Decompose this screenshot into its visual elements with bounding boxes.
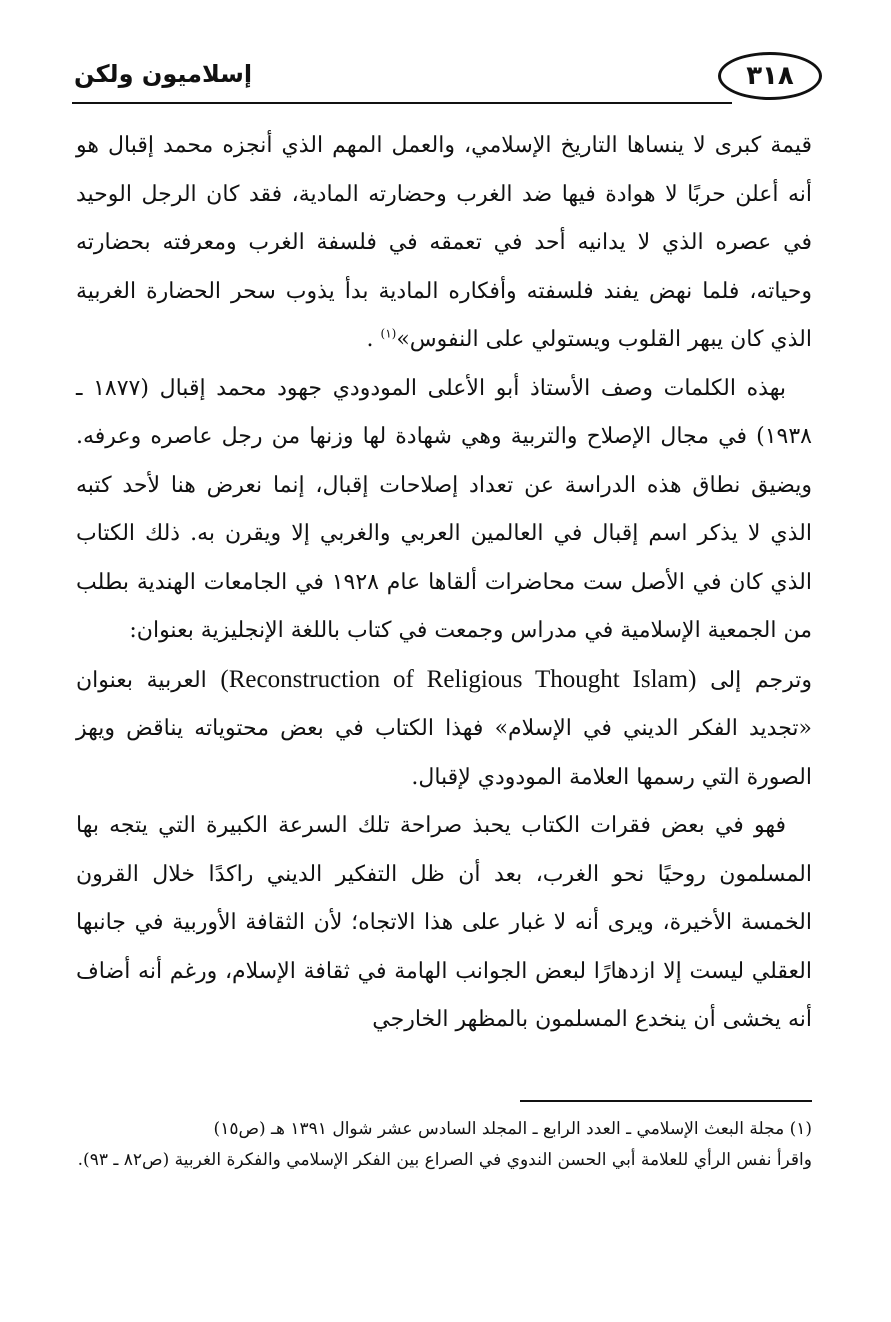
page-number <box>718 52 822 100</box>
paragraph-1-end: . <box>366 327 381 352</box>
main-text <box>76 122 812 1045</box>
paragraph-4: فهو في بعض فقرات الكتاب يحبذ صراحة تلك السرعة الكبيرة التي يتجه بها المسلمون روحيًا نحو الغرب، بعد أن ظل التفكير الديني راكدًا خلال القرون الخمسة الأخيرة، ويرى أنه لا غبار على هذا الاتجاه؛ لأن الثقافة الأوربية في جانبها العقلي ليست إلا ازدهارًا لبعض الجوانب الهامة في ثقافة الإسلام، ورغم أنه أضاف أنه يخشى أن ينخدع المسلمون بالمظهر الخارجي <box>76 813 812 1032</box>
paragraph-2: بهذه الكلمات وصف الأستاذ أبو الأعلى المودودي جهود محمد إقبال (١٨٧٧ ـ ١٩٣٨) في مجال الإصلاح والتربية وهي شهادة لها وزنها من رجل عاصره وعرفه. ويضيق نطاق هذه الدراسة عن تعداد إصلاحات إقبال، إنما نعرض هنا لأحد كتبه الذي لا يذكر اسم إقبال في العالمين العربي والغربي إلا ويقرن به. ذلك الكتاب الذي كان في الأصل ست محاضرات ألقاها عام ١٩٢٨ في الجامعات الهندية بطلب من الجمعية الإسلامية في مدراس وجمعت في كتاب باللغة الإنجليزية بعنوان: <box>76 375 812 643</box>
page-number-text: ٣١٨ <box>746 61 794 91</box>
paragraph-1 <box>76 122 812 365</box>
paragraph-3 <box>76 656 812 803</box>
footnotes <box>76 1114 812 1176</box>
page-header <box>60 44 822 104</box>
footnote-divider <box>520 1100 812 1102</box>
header-divider <box>72 102 732 104</box>
paragraph-1-text: قيمة كبرى لا ينساها التاريخ الإسلامي، والعمل المهم الذي أنجزه محمد إقبال هو أنه أعلن حربًا لا هوادة فيها ضد الغرب وحضارته المادية، فقد كان الرجل الوحيد في عصره الذي لا يدانيه أحد في تعمقه في فلسفة الغرب ومعرفته بحضارته وحياته، فلما نهض يفند فلسفته وأفكاره المادية بدأ يذوب سحر الحضارة الغربية الذي كان يبهر القلوب ويستولي على النفوس» <box>76 133 812 352</box>
running-title: إسلاميون ولكن <box>74 60 253 88</box>
footnote-ref-1: (١) <box>380 326 397 341</box>
footnote-1-line-1: (١) مجلة البعث الإسلامي ـ العدد الرابع ـ المجلد السادس عشر شوال ١٣٩١ هـ (ص١٥) <box>213 1119 812 1139</box>
book-english-title: (Reconstruction of Religious Thought Islam) <box>220 665 697 693</box>
footnote-1-line-2: واقرأ نفس الرأي للعلامة أبي الحسن الندوي في الصراع بين الفكر الإسلامي والفكرة الغربية (ص٨٢ ـ ٩٣). <box>77 1150 812 1170</box>
paragraph-3-text: العربية بعنوان «تجديد الفكر الديني في الإسلام» فهذا الكتاب في بعض محتوياته يناقض ويهز الصورة التي رسمها العلامة المودودي لإقبال. <box>76 667 812 790</box>
paragraph-3-arabic-lead: وترجم إلى <box>710 667 812 693</box>
